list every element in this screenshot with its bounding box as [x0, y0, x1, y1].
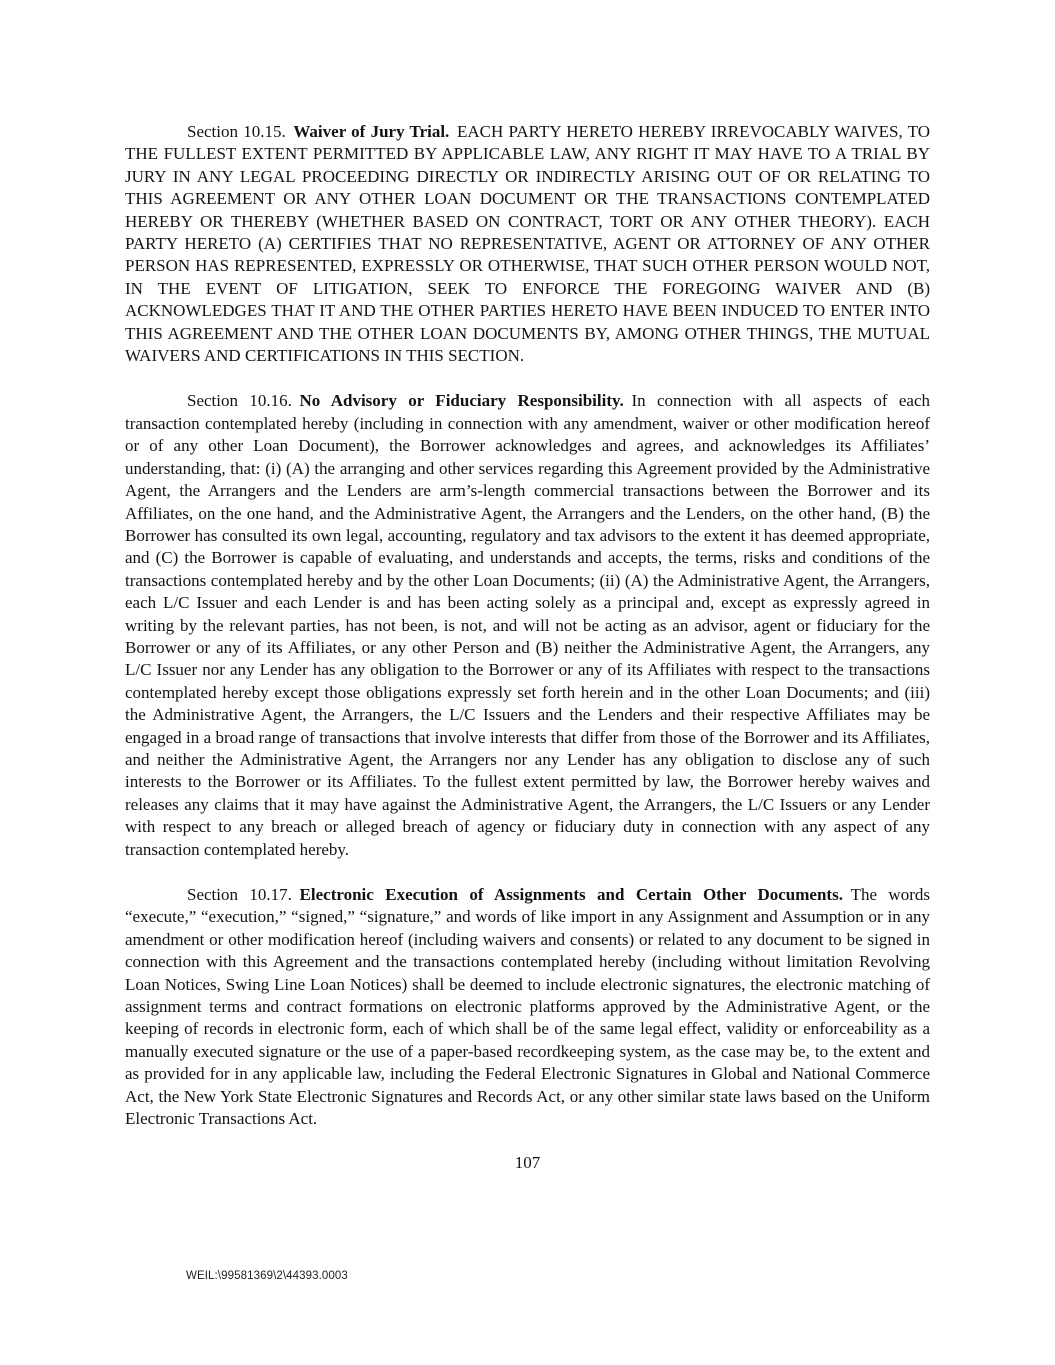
section-10-17-title: Electronic Execution of Assignments and Certain Other Documents.	[299, 885, 843, 904]
document-content	[125, 121, 930, 1173]
section-10-15-title: Waiver of Jury Trial.	[293, 122, 450, 141]
page-number: 107	[514, 1153, 541, 1173]
section-10-16-body: In connection with all aspects of each transaction contemplated hereby (including in connection with any amendment, waiver or other modification hereof or of any other Loan Document), the Borrower acknowledges and agrees, and acknowledges its Affiliates’ understanding, that: (i) (A) the arranging and other services regarding this Agreement provided by the Administrative Agent, the Arrangers and the Lenders are arm’s-length commercial transactions between the Borrower and its Affiliates, on the one hand, and the Administrative Agent, the Arrangers and the Lenders, on the other hand, (B) the Borrower has consulted its own legal, accounting, regulatory and tax advisors to the extent it has deemed appropriate, and (C) the Borrower is capable of evaluating, and understands and accepts, the terms, risks and conditions of the transactions contemplated hereby and by the other Loan Documents; (ii) (A) the Administrative Agent, the Arrangers, each L/C Issuer and each Lender is and has been acting solely as a principal and, except as expressly agreed in writing by the relevant parties, has not been, is not, and will not be acting as an advisor, agent or fiduciary for the Borrower or any of its Affiliates, or any other Person and (B) neither the Administrative Agent, the Arrangers, any L/C Issuer nor any Lender has any obligation to the Borrower or any of its Affiliates with respect to the transactions contemplated hereby except those obligations expressly set forth herein and in the other Loan Documents; and (iii) the Administrative Agent, the Arrangers, the L/C Issuers and the Lenders and their respective Affiliates may be engaged in a broad range of transactions that involve interests that differ from those of the Borrower and its Affiliates, and neither the Administrative Agent, the Arrangers nor any Lender has any obligation to disclose any of such interests to the Borrower or its Affiliates. To the fullest extent permitted by law, the Borrower hereby waives and releases any claims that it may have against the Administrative Agent, the Arrangers, the L/C Issuers or any Lender with respect to any breach or alleged breach of agency or fiduciary duty in connection with any aspect of any transaction contemplated hereby.	[125, 391, 930, 859]
section-10-17-paragraph	[125, 884, 930, 1130]
section-10-15-number: Section 10.15.	[187, 122, 286, 141]
section-10-16-number: Section 10.16.	[187, 391, 292, 411]
section-10-16-title: No Advisory or Fiduciary Responsibility.	[299, 391, 624, 411]
section-10-17-number: Section 10.17.	[187, 885, 292, 904]
section-10-15-paragraph	[125, 121, 930, 367]
document-id-footer: WEIL:\99581369\2\44393.0003	[186, 1270, 348, 1282]
section-10-15-body: EACH PARTY HERETO HEREBY IRREVOCABLY WAIVES, TO THE FULLEST EXTENT PERMITTED BY APPLICABLE LAW, ANY RIGHT IT MAY HAVE TO A TRIAL BY JURY IN ANY LEGAL PROCEEDING DIRECTLY OR INDIRECTLY ARISING OUT OF OR RELATING TO THIS AGREEMENT OR ANY OTHER LOAN DOCUMENT OR THE TRANSACTIONS CONTEMPLATED HEREBY OR THEREBY (WHETHER BASED ON CONTRACT, TORT OR ANY OTHER THEORY). EACH PARTY HERETO (A) CERTIFIES THAT NO REPRESENTATIVE, AGENT OR ATTORNEY OF ANY OTHER PERSON HAS REPRESENTED, EXPRESSLY OR OTHERWISE, THAT SUCH OTHER PERSON WOULD NOT, IN THE EVENT OF LITIGATION, SEEK TO ENFORCE THE FOREGOING WAIVER AND (B) ACKNOWLEDGES THAT IT AND THE OTHER PARTIES HERETO HAVE BEEN INDUCED TO ENTER INTO THIS AGREEMENT AND THE OTHER LOAN DOCUMENTS BY, AMONG OTHER THINGS, THE MUTUAL WAIVERS AND CERTIFICATIONS IN THIS SECTION.	[125, 122, 930, 366]
section-10-17-body: The words “execute,” “execution,” “signed,” “signature,” and words of like import in any Assignment and Assumption or in any amendment or other modification hereof (including waivers and consents) or related to any document to be signed in connection with this Agreement and the transactions contemplated hereby (including without limitation Revolving Loan Notices, Swing Line Loan Notices) shall be deemed to include electronic signatures, the electronic matching of assignment terms and contract formations on electronic platforms approved by the Administrative Agent, or the keeping of records in electronic form, each of which shall be of the same legal effect, validity or enforceability as a manually executed signature or the use of a paper-based recordkeeping system, as the case may be, to the extent and as provided for in any applicable law, including the Federal Electronic Signatures in Global and National Commerce Act, the New York State Electronic Signatures and Records Act, or any other similar state laws based on the Uniform Electronic Transactions Act.	[125, 885, 930, 1129]
section-10-16-paragraph	[125, 390, 930, 861]
